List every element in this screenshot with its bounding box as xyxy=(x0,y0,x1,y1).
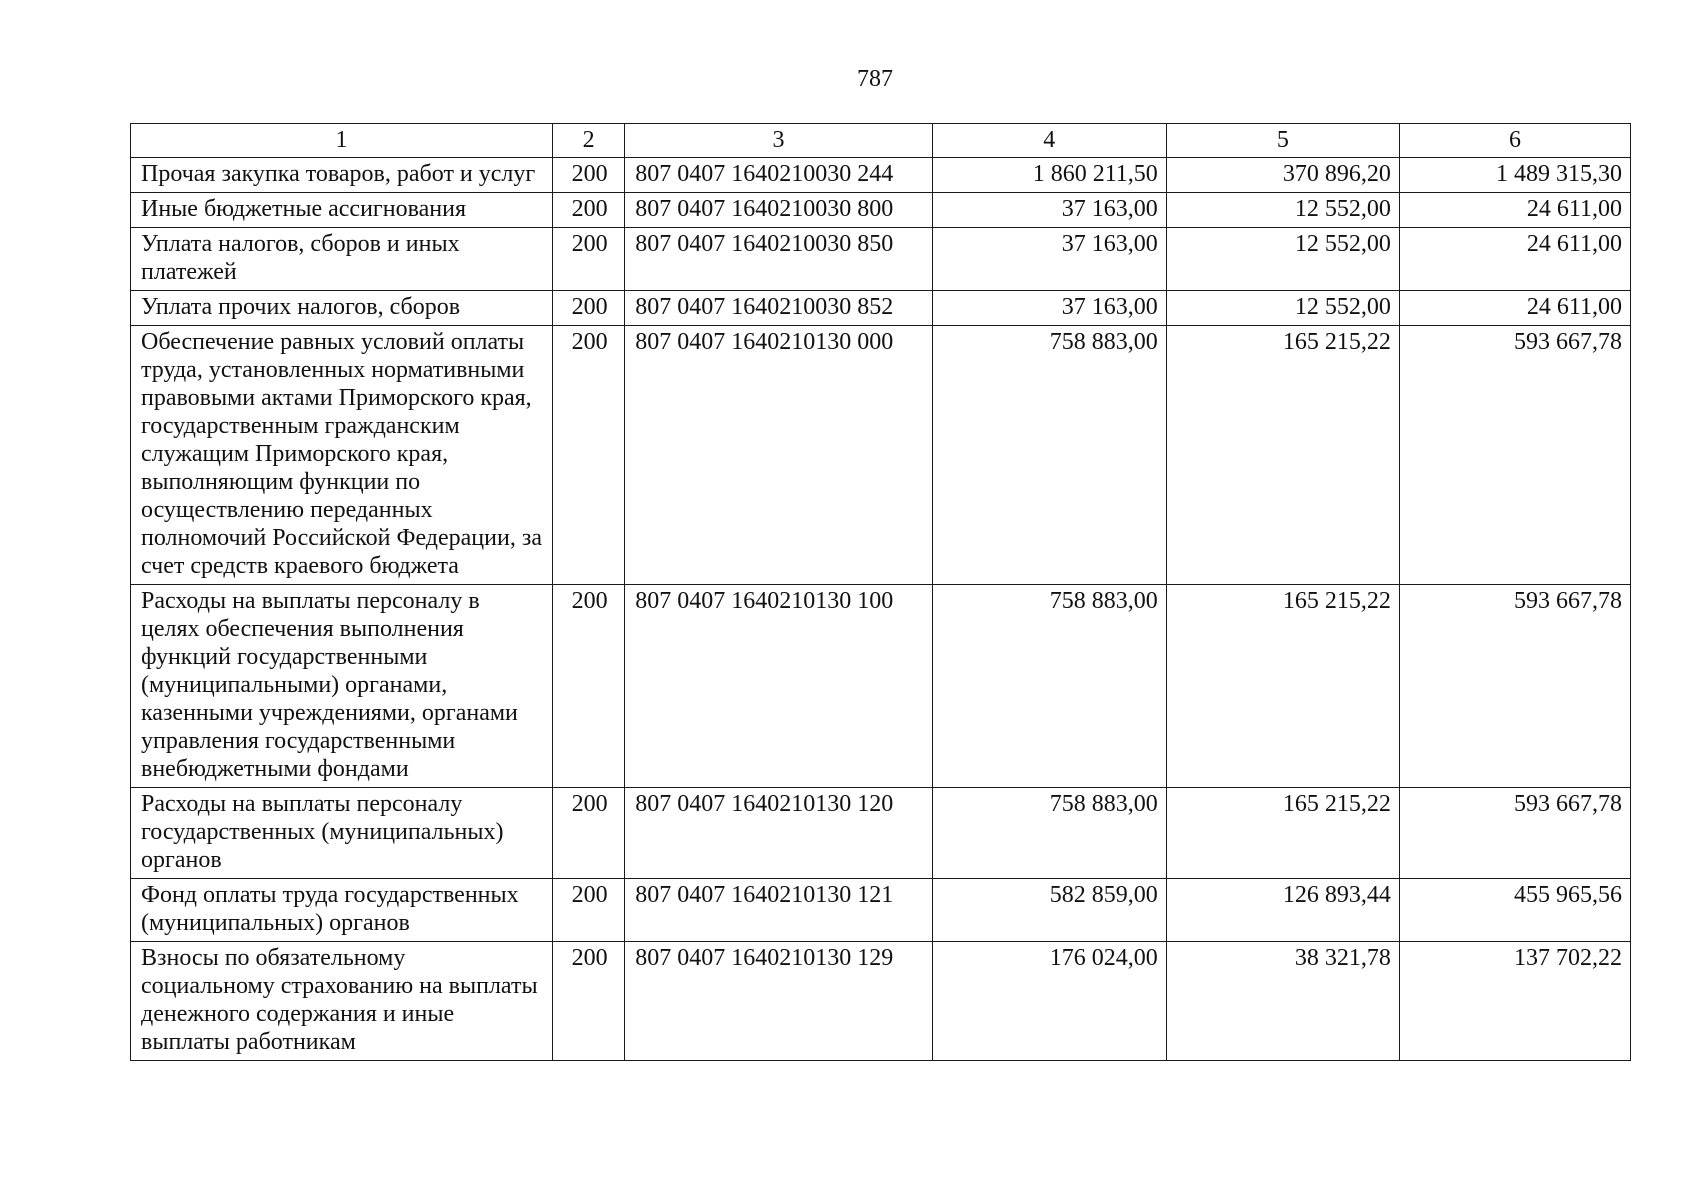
page-number: 787 xyxy=(857,66,893,92)
budget-classification-code-cell: 807 0407 1640210030 244 xyxy=(625,158,932,193)
line-code-cell: 200 xyxy=(552,788,624,879)
table-row xyxy=(131,942,1631,1061)
table-row xyxy=(131,193,1631,228)
column-header: 5 xyxy=(1166,124,1399,158)
column-header: 3 xyxy=(625,124,932,158)
approved-amount-cell: 758 883,00 xyxy=(932,788,1166,879)
line-code-cell: 200 xyxy=(552,942,624,1061)
unexecuted-amount-cell: 137 702,22 xyxy=(1399,942,1630,1061)
executed-amount-cell: 165 215,22 xyxy=(1166,585,1399,788)
column-header: 2 xyxy=(552,124,624,158)
expense-name-cell: Расходы на выплаты персоналу в целях обеспечения выполнения функций государственными (муниципальными) органами, казенными учреждениями, органами управления государственными внебюджетными фондами xyxy=(131,585,553,788)
executed-amount-cell: 38 321,78 xyxy=(1166,942,1399,1061)
unexecuted-amount-cell: 593 667,78 xyxy=(1399,326,1630,585)
budget-classification-code-cell: 807 0407 1640210130 121 xyxy=(625,879,932,942)
budget-classification-code-cell: 807 0407 1640210030 800 xyxy=(625,193,932,228)
executed-amount-cell: 12 552,00 xyxy=(1166,193,1399,228)
approved-amount-cell: 758 883,00 xyxy=(932,326,1166,585)
unexecuted-amount-cell: 593 667,78 xyxy=(1399,585,1630,788)
executed-amount-cell: 12 552,00 xyxy=(1166,291,1399,326)
column-header: 1 xyxy=(131,124,553,158)
table-row xyxy=(131,228,1631,291)
expense-name-cell: Фонд оплаты труда государственных (муниципальных) органов xyxy=(131,879,553,942)
budget-classification-code-cell: 807 0407 1640210030 852 xyxy=(625,291,932,326)
column-header: 4 xyxy=(932,124,1166,158)
budget-classification-code-cell: 807 0407 1640210130 100 xyxy=(625,585,932,788)
expense-name-cell: Уплата налогов, сборов и иных платежей xyxy=(131,228,553,291)
executed-amount-cell: 370 896,20 xyxy=(1166,158,1399,193)
expense-name-cell: Взносы по обязательному социальному страхованию на выплаты денежного содержания и иные выплаты работникам xyxy=(131,942,553,1061)
expense-name-cell: Расходы на выплаты персоналу государственных (муниципальных) органов xyxy=(131,788,553,879)
budget-classification-code-cell: 807 0407 1640210130 120 xyxy=(625,788,932,879)
approved-amount-cell: 37 163,00 xyxy=(932,193,1166,228)
budget-classification-code-cell: 807 0407 1640210030 850 xyxy=(625,228,932,291)
approved-amount-cell: 582 859,00 xyxy=(932,879,1166,942)
unexecuted-amount-cell: 24 611,00 xyxy=(1399,228,1630,291)
table-row xyxy=(131,326,1631,585)
budget-classification-code-cell: 807 0407 1640210130 000 xyxy=(625,326,932,585)
expense-name-cell: Обеспечение равных условий оплаты труда, установленных нормативными правовыми актами Приморского края, государственным гражданским служащим Приморского края, выполняющим функции по осуществлению переданных полномочий Российской Федерации, за счет средств краевого бюджета xyxy=(131,326,553,585)
expense-name-cell: Иные бюджетные ассигнования xyxy=(131,193,553,228)
executed-amount-cell: 126 893,44 xyxy=(1166,879,1399,942)
line-code-cell: 200 xyxy=(552,228,624,291)
approved-amount-cell: 37 163,00 xyxy=(932,291,1166,326)
table-row xyxy=(131,788,1631,879)
unexecuted-amount-cell: 24 611,00 xyxy=(1399,193,1630,228)
unexecuted-amount-cell: 455 965,56 xyxy=(1399,879,1630,942)
executed-amount-cell: 165 215,22 xyxy=(1166,326,1399,585)
line-code-cell: 200 xyxy=(552,326,624,585)
approved-amount-cell: 37 163,00 xyxy=(932,228,1166,291)
approved-amount-cell: 758 883,00 xyxy=(932,585,1166,788)
approved-amount-cell: 176 024,00 xyxy=(932,942,1166,1061)
budget-classification-code-cell: 807 0407 1640210130 129 xyxy=(625,942,932,1061)
column-number-row xyxy=(131,124,1631,158)
approved-amount-cell: 1 860 211,50 xyxy=(932,158,1166,193)
budget-execution-table xyxy=(130,123,1631,1061)
expense-name-cell: Уплата прочих налогов, сборов xyxy=(131,291,553,326)
line-code-cell: 200 xyxy=(552,879,624,942)
unexecuted-amount-cell: 593 667,78 xyxy=(1399,788,1630,879)
executed-amount-cell: 12 552,00 xyxy=(1166,228,1399,291)
table-row xyxy=(131,585,1631,788)
expense-name-cell: Прочая закупка товаров, работ и услуг xyxy=(131,158,553,193)
table-row xyxy=(131,879,1631,942)
line-code-cell: 200 xyxy=(552,158,624,193)
line-code-cell: 200 xyxy=(552,585,624,788)
unexecuted-amount-cell: 1 489 315,30 xyxy=(1399,158,1630,193)
table-row xyxy=(131,158,1631,193)
executed-amount-cell: 165 215,22 xyxy=(1166,788,1399,879)
column-header: 6 xyxy=(1399,124,1630,158)
table-row xyxy=(131,291,1631,326)
line-code-cell: 200 xyxy=(552,193,624,228)
line-code-cell: 200 xyxy=(552,291,624,326)
unexecuted-amount-cell: 24 611,00 xyxy=(1399,291,1630,326)
